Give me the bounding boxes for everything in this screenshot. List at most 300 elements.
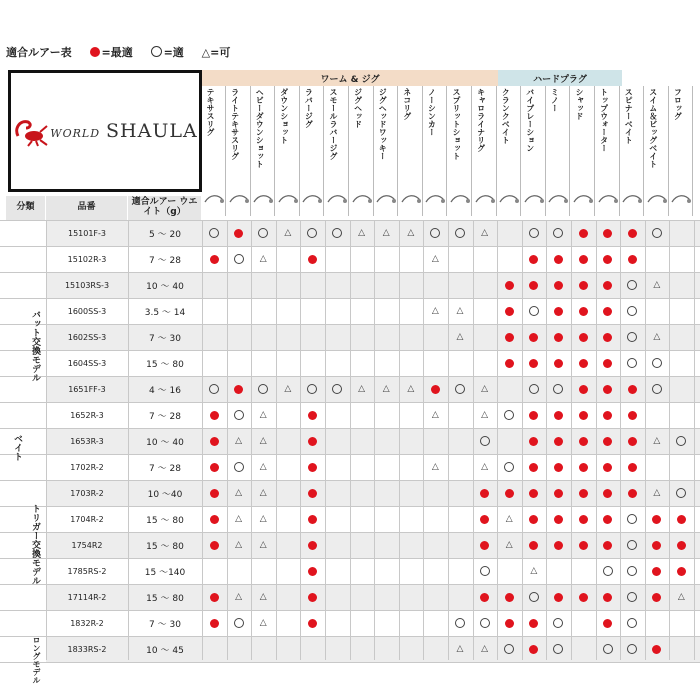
possible-mark-icon: △ [235, 539, 243, 550]
compatibility-cell [227, 220, 251, 246]
compatibility-cell [276, 324, 300, 350]
column-divider [325, 220, 326, 660]
compatibility-cell [620, 376, 644, 402]
compatibility-cell [497, 350, 521, 376]
suitable-mark-icon [627, 358, 637, 368]
best-mark-icon [628, 255, 637, 264]
compatibility-cell [423, 532, 447, 558]
compatibility-cell [497, 402, 521, 428]
suitable-mark-icon [455, 228, 465, 238]
compatibility-cell [645, 584, 669, 610]
lure-column-label: テキサスリグ [206, 88, 215, 136]
suitable-mark-icon [603, 566, 613, 576]
compatibility-cell [276, 272, 300, 298]
compatibility-cell [571, 480, 595, 506]
compatibility-cell [448, 246, 472, 272]
compatibility-cell [300, 506, 324, 532]
compatibility-cell [571, 610, 595, 636]
compatibility-cell [276, 584, 300, 610]
suitable-mark-icon [553, 228, 563, 238]
best-mark-icon [579, 515, 588, 524]
compatibility-cell [399, 610, 423, 636]
compatibility-cell [374, 610, 398, 636]
column-divider [202, 220, 203, 660]
compatibility-cell [522, 246, 546, 272]
table-row [46, 350, 700, 376]
compatibility-cell [350, 298, 374, 324]
lure-weight: 10 ～ 45 [146, 645, 184, 656]
best-mark-icon [554, 255, 563, 264]
compatibility-cell [473, 584, 497, 610]
compatibility-cell [374, 272, 398, 298]
compatibility-cell [571, 324, 595, 350]
best-mark-icon [652, 593, 661, 602]
compatibility-cell [620, 480, 644, 506]
best-mark-icon [652, 541, 661, 550]
compatibility-cell [227, 584, 251, 610]
compatibility-cell [571, 298, 595, 324]
compatibility-cell [325, 350, 349, 376]
product-number: 1604SS-3 [67, 358, 107, 368]
lure-illustration-icon [325, 190, 349, 216]
suitable-mark-icon [627, 514, 637, 524]
product-number: 1600SS-3 [67, 306, 107, 316]
best-mark-icon [505, 333, 514, 342]
legend-best: =最適 [101, 46, 133, 59]
lure-column-label: ネコリグ [402, 88, 412, 120]
compatibility-cell [596, 376, 620, 402]
compatibility-cell [522, 376, 546, 402]
compatibility-cell [571, 246, 595, 272]
compatibility-cell [325, 454, 349, 480]
best-mark-icon [308, 593, 317, 602]
compatibility-cell [645, 324, 669, 350]
table-row [46, 324, 700, 350]
possible-mark-icon: △ [456, 331, 464, 342]
compatibility-cell [423, 376, 447, 402]
compatibility-cell [251, 272, 275, 298]
compatibility-cell [669, 272, 693, 298]
compatibility-cell [645, 220, 669, 246]
table-row [46, 506, 700, 532]
compatibility-cell [546, 636, 570, 662]
lure-column-header [546, 86, 570, 196]
possible-mark-icon: △ [235, 513, 243, 524]
best-mark-icon [505, 307, 514, 316]
compatibility-cell [276, 454, 300, 480]
best-mark-icon [652, 515, 661, 524]
compatibility-cell [669, 402, 693, 428]
compatibility-cell [546, 506, 570, 532]
compatibility-cell [227, 298, 251, 324]
suitable-mark-icon [529, 384, 539, 394]
column-divider [399, 220, 400, 660]
best-mark-icon [210, 619, 219, 628]
compatibility-cell [497, 584, 521, 610]
compatibility-cell [423, 584, 447, 610]
compatibility-cell [325, 272, 349, 298]
compatibility-cell [497, 298, 521, 324]
suitable-mark-icon [529, 592, 539, 602]
compatibility-cell [473, 350, 497, 376]
suitable-mark-icon [234, 410, 244, 420]
lure-column-label: シャッド [575, 88, 584, 120]
compatibility-cell [473, 246, 497, 272]
lure-weight: 3.5 ～ 14 [144, 307, 186, 318]
best-mark-icon [603, 359, 612, 368]
compatibility-cell [571, 350, 595, 376]
best-mark-icon [603, 307, 612, 316]
suitable-mark-icon [676, 436, 686, 446]
compatibility-cell [227, 454, 251, 480]
lure-column-header [620, 86, 644, 196]
possible-mark-icon: △ [259, 617, 267, 628]
compatibility-cell [669, 636, 693, 662]
possible-mark-icon: △ [456, 643, 464, 654]
compatibility-cell [546, 428, 570, 454]
brand-logo [8, 70, 202, 192]
best-mark-icon [210, 541, 219, 550]
suitable-mark-icon [553, 618, 563, 628]
best-mark-icon [677, 541, 686, 550]
lure-illustration-icon [522, 190, 546, 216]
compatibility-cell [571, 428, 595, 454]
compatibility-cell [276, 376, 300, 402]
lure-weight: 4 ～ 16 [149, 385, 181, 396]
compatibility-cell [399, 532, 423, 558]
compatibility-cell [423, 506, 447, 532]
product-number: 1702R-2 [70, 462, 104, 472]
lure-illustration-icon [374, 190, 398, 216]
compatibility-cell [669, 558, 693, 584]
table-row [46, 480, 700, 506]
compatibility-cell [423, 558, 447, 584]
product-number: 1704R-2 [70, 514, 104, 524]
compatibility-cell [620, 636, 644, 662]
compatibility-cell [448, 402, 472, 428]
best-mark-icon [505, 593, 514, 602]
compatibility-cell [423, 480, 447, 506]
lure-illustration-icon [571, 190, 595, 216]
compatibility-cell [448, 506, 472, 532]
compatibility-cell [325, 402, 349, 428]
best-mark-icon [529, 489, 538, 498]
compatibility-cell [325, 324, 349, 350]
suitable-mark-icon [504, 410, 514, 420]
best-mark-icon [579, 489, 588, 498]
compatibility-cell [497, 558, 521, 584]
best-mark-icon [529, 645, 538, 654]
compatibility-cell [473, 324, 497, 350]
compatibility-cell [399, 636, 423, 662]
lure-column-header [571, 86, 595, 196]
compatibility-cell [645, 298, 669, 324]
compatibility-cell [423, 220, 447, 246]
suitable-mark-icon [480, 566, 490, 576]
compatibility-cell [399, 402, 423, 428]
column-divider [374, 220, 375, 660]
possible-mark-icon: △ [284, 383, 292, 394]
compatibility-cell [300, 636, 324, 662]
product-number: 1602SS-3 [67, 332, 107, 342]
lure-column-header [423, 86, 447, 196]
suitable-mark-icon [430, 228, 440, 238]
best-mark-icon [505, 281, 514, 290]
compatibility-cell [473, 428, 497, 454]
compatibility-cell [620, 402, 644, 428]
compatibility-cell [669, 220, 693, 246]
compatibility-cell [571, 220, 595, 246]
possible-mark-icon: △ [259, 591, 267, 602]
compatibility-cell [620, 532, 644, 558]
best-mark-icon [579, 541, 588, 550]
lure-illustration-icon [473, 190, 497, 216]
possible-mark-icon: △ [235, 487, 243, 498]
compatibility-cell [497, 636, 521, 662]
lure-column-header [596, 86, 620, 196]
column-divider [473, 220, 474, 660]
compatibility-cell [522, 350, 546, 376]
compatibility-cell [571, 506, 595, 532]
compatibility-cell [522, 636, 546, 662]
compatibility-cell [448, 636, 472, 662]
column-divider [546, 220, 547, 660]
compatibility-cell [325, 558, 349, 584]
compatibility-cell [546, 350, 570, 376]
compatibility-cell [620, 350, 644, 376]
compatibility-cell [423, 428, 447, 454]
compatibility-cell [497, 324, 521, 350]
suitable-mark-icon [529, 228, 539, 238]
compatibility-cell [202, 532, 226, 558]
best-mark-icon [234, 229, 243, 238]
product-number: 1833RS-2 [67, 644, 107, 654]
best-mark-icon [210, 463, 219, 472]
best-mark-icon [529, 255, 538, 264]
compatibility-cell [227, 376, 251, 402]
best-mark-icon [603, 255, 612, 264]
compatibility-cell [571, 532, 595, 558]
compatibility-cell [546, 558, 570, 584]
possible-mark-icon: △ [259, 539, 267, 550]
compatibility-cell [645, 350, 669, 376]
best-mark-icon [554, 359, 563, 368]
group-hard-plug: ハードプラグ [498, 70, 622, 86]
best-mark-icon [210, 593, 219, 602]
lure-illustration-icon [300, 190, 324, 216]
best-mark-icon [529, 333, 538, 342]
compatibility-cell [374, 584, 398, 610]
compatibility-cell [325, 532, 349, 558]
compatibility-cell [423, 298, 447, 324]
compatibility-cell [251, 480, 275, 506]
best-mark-icon [529, 281, 538, 290]
compatibility-cell [276, 636, 300, 662]
header-category: 分類 [6, 196, 46, 220]
lure-weight: 10 ～40 [147, 489, 183, 500]
compatibility-cell [399, 454, 423, 480]
compatibility-cell [251, 324, 275, 350]
compatibility-cell [300, 610, 324, 636]
compatibility-cell [571, 272, 595, 298]
compatibility-cell [645, 272, 669, 298]
table-row [46, 376, 700, 402]
best-mark-icon [308, 255, 317, 264]
compatibility-cell [276, 402, 300, 428]
compatibility-cell [448, 558, 472, 584]
scorpion-icon [12, 114, 50, 148]
compatibility-cell [571, 376, 595, 402]
best-mark-icon [308, 567, 317, 576]
lure-column-label: ノーシンカー [427, 88, 437, 136]
compatibility-cell [399, 376, 423, 402]
compatibility-cell [300, 298, 324, 324]
column-divider [46, 220, 47, 660]
compatibility-cell [620, 454, 644, 480]
compatibility-cell [423, 402, 447, 428]
compatibility-cell [374, 324, 398, 350]
compatibility-cell [300, 402, 324, 428]
best-mark-icon [579, 385, 588, 394]
compatibility-cell [202, 246, 226, 272]
compatibility-cell [522, 480, 546, 506]
category-bait: ベイト [12, 434, 22, 461]
compatibility-cell [276, 246, 300, 272]
compatibility-cell [645, 558, 669, 584]
compatibility-cell [522, 324, 546, 350]
compatibility-cell [522, 584, 546, 610]
compatibility-cell [202, 272, 226, 298]
compatibility-cell [669, 428, 693, 454]
best-mark-icon [529, 411, 538, 420]
best-mark-icon [308, 515, 317, 524]
compatibility-cell [251, 610, 275, 636]
compatibility-cell [448, 480, 472, 506]
compatibility-cell [596, 350, 620, 376]
best-mark-icon [529, 463, 538, 472]
lure-illustration-icon [669, 190, 693, 216]
lure-column-label: ジグヘッドワッキー [378, 88, 388, 160]
table-row [46, 402, 700, 428]
compatibility-cell [596, 636, 620, 662]
compatibility-cell [522, 506, 546, 532]
suitable-mark-icon [627, 280, 637, 290]
compatibility-cell [596, 428, 620, 454]
compatibility-cell [399, 480, 423, 506]
best-mark-icon [579, 463, 588, 472]
compatibility-cell [374, 298, 398, 324]
compatibility-cell [227, 506, 251, 532]
compatibility-cell [620, 324, 644, 350]
compatibility-cell [202, 480, 226, 506]
legend-possible: △=可 [201, 46, 231, 59]
lure-column-header [448, 86, 472, 196]
best-mark-icon [603, 411, 612, 420]
compatibility-cell [473, 558, 497, 584]
best-mark-icon [579, 281, 588, 290]
lure-column-label: スモールラバージグ [329, 88, 338, 160]
best-mark-icon [603, 229, 612, 238]
suitable-mark-icon [258, 228, 268, 238]
compatibility-cell [473, 532, 497, 558]
best-mark-icon [210, 411, 219, 420]
compatibility-cell [325, 584, 349, 610]
column-divider [350, 220, 351, 660]
table-row [46, 532, 700, 558]
compatibility-cell [645, 506, 669, 532]
compatibility-cell [546, 402, 570, 428]
suitable-mark-icon [553, 384, 563, 394]
table-row [46, 558, 700, 584]
best-mark-icon [554, 411, 563, 420]
compatibility-cell [669, 376, 693, 402]
compatibility-cell [473, 220, 497, 246]
possible-mark-icon: △ [505, 513, 513, 524]
product-number: 1785RS-2 [67, 566, 107, 576]
compatibility-cell [546, 454, 570, 480]
lure-column-header [227, 86, 251, 196]
best-mark-icon [210, 515, 219, 524]
group-worm-jig: ワーム & ジグ [202, 70, 498, 86]
lure-column-header [300, 86, 324, 196]
compatibility-cell [645, 246, 669, 272]
lure-illustration-icon [227, 190, 251, 216]
possible-mark-icon: △ [382, 227, 390, 238]
best-mark-icon [554, 333, 563, 342]
header-weight: 適合ルアー ウエイト（g） [128, 196, 202, 220]
suitable-mark-icon [553, 644, 563, 654]
compatibility-cell [546, 324, 570, 350]
compatibility-cell [423, 610, 447, 636]
compatibility-cell [399, 558, 423, 584]
lure-column-header [522, 86, 546, 196]
best-mark-icon [603, 437, 612, 446]
compatibility-cell [596, 532, 620, 558]
compatibility-cell [350, 454, 374, 480]
compatibility-cell [546, 220, 570, 246]
possible-mark-icon: △ [481, 461, 489, 472]
compatibility-cell [374, 428, 398, 454]
compatibility-cell [374, 558, 398, 584]
table-row [46, 610, 700, 636]
compatibility-cell [522, 428, 546, 454]
best-mark-icon [579, 359, 588, 368]
best-mark-icon [579, 307, 588, 316]
best-mark-icon [505, 619, 514, 628]
compatibility-cell [251, 220, 275, 246]
compatibility-cell [350, 584, 374, 610]
possible-mark-icon: △ [284, 227, 292, 238]
compatibility-cell [473, 636, 497, 662]
column-divider [669, 220, 670, 660]
suitable-mark-icon [504, 462, 514, 472]
product-number: 15103RS-3 [64, 280, 110, 290]
compatibility-cell [620, 246, 644, 272]
lure-weight: 10 ～ 40 [146, 437, 184, 448]
lure-column-header [276, 86, 300, 196]
compatibility-cell [300, 532, 324, 558]
lure-weight: 5 ～ 20 [149, 229, 181, 240]
best-mark-icon [603, 489, 612, 498]
compatibility-cell [620, 584, 644, 610]
compatibility-cell [497, 246, 521, 272]
compatibility-cell [300, 272, 324, 298]
best-mark-icon [677, 567, 686, 576]
logo-name: SHAULA [106, 120, 198, 142]
best-mark-icon [554, 463, 563, 472]
suitable-mark-icon [504, 644, 514, 654]
best-mark-icon [603, 541, 612, 550]
